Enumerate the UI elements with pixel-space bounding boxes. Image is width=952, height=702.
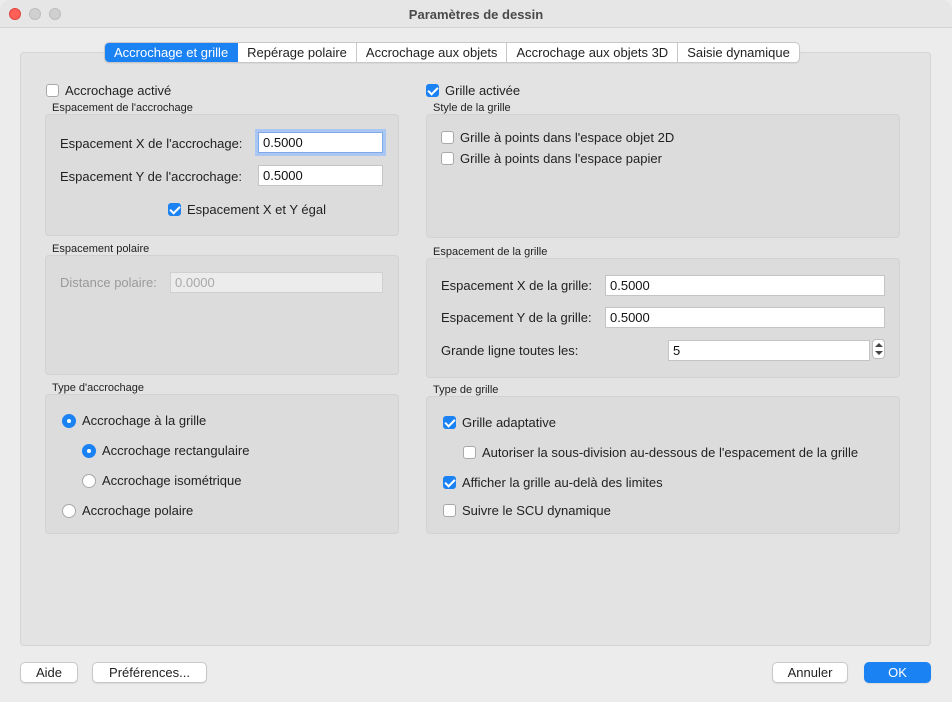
cancel-button[interactable]: Annuler [772,662,848,683]
help-button[interactable]: Aide [20,662,78,683]
grid-enabled-label: Grille activée [445,83,521,98]
tab-bar [104,42,800,63]
grid-snap-radio[interactable] [62,413,206,428]
window-title: Paramètres de dessin [408,7,544,22]
snap-enabled-checkbox[interactable] [46,83,171,98]
grid-spacing-group-title: Espacement de la grille [433,246,548,258]
display-beyond-limits-checkbox[interactable] [443,475,663,490]
equal-xy-spacing-label: Espacement X et Y égal [187,202,327,217]
grid-x-input[interactable] [605,275,885,296]
grid-style-group-title: Style de la grille [433,102,511,114]
grid-dots-paper-label: Grille à points dans l'espace papier [460,151,662,166]
polar-snap-label: Accrochage polaire [82,503,194,518]
grid-y-input[interactable] [605,307,885,328]
snap-y-label: Espacement Y de l'accrochage: [60,169,242,184]
polar-distance-label: Distance polaire: [60,275,157,290]
tab-dynamic-input[interactable]: Saisie dynamique [687,45,790,60]
rectangular-snap-radio[interactable] [82,443,249,458]
checkbox-box[interactable] [443,504,456,517]
tab-object-snap[interactable]: Accrochage aux objets [357,43,508,62]
allow-subdivision-checkbox[interactable] [463,445,858,460]
tab-3d-object-snap[interactable]: Accrochage aux objets 3D [507,43,678,62]
display-beyond-limits-label: Afficher la grille au-delà des limites [462,475,663,490]
ok-button[interactable]: OK [864,662,931,683]
follow-dynamic-ucs-label: Suivre le SCU dynamique [462,503,611,518]
grid-snap-label: Accrochage à la grille [82,413,207,428]
checkbox-box[interactable] [426,84,439,97]
polar-snap-radio[interactable] [62,503,193,518]
major-line-input[interactable] [668,340,870,361]
radio-dot[interactable] [62,414,76,428]
grid-x-label: Espacement X de la grille: [441,278,593,293]
checkbox-box[interactable] [443,476,456,489]
radio-dot[interactable] [82,474,96,488]
grid-dots-paper-checkbox[interactable] [441,151,662,166]
follow-dynamic-ucs-checkbox[interactable] [443,503,611,518]
tab-polar-tracking[interactable]: Repérage polaire [238,43,357,62]
adaptive-grid-checkbox[interactable] [443,415,556,430]
polar-spacing-group-title: Espacement polaire [52,243,150,255]
radio-dot[interactable] [62,504,76,518]
polar-distance-input [170,272,383,293]
checkbox-box[interactable] [46,84,59,97]
isometric-snap-label: Accrochage isométrique [102,473,242,488]
stepper-up-icon[interactable] [875,343,883,347]
grid-dots-2d-checkbox[interactable] [441,130,674,145]
adaptive-grid-label: Grille adaptative [462,415,556,430]
grid-enabled-checkbox[interactable] [426,83,520,98]
snap-type-group-title: Type d'accrochage [52,382,144,394]
checkbox-box[interactable] [441,131,454,144]
snap-x-label: Espacement X de l'accrochage: [60,136,243,151]
checkbox-box[interactable] [168,203,181,216]
snap-enabled-label: Accrochage activé [65,83,172,98]
checkbox-box[interactable] [443,416,456,429]
stepper-down-icon[interactable] [875,351,883,355]
isometric-snap-radio[interactable] [82,473,241,488]
checkbox-box[interactable] [441,152,454,165]
preferences-button[interactable]: Préférences... [92,662,207,683]
snap-x-input[interactable] [258,132,383,153]
title-bar [0,0,952,28]
snap-y-input[interactable] [258,165,383,186]
allow-subdivision-label: Autoriser la sous-division au-dessous de l'espacement de la grille [482,445,859,460]
tab-snap-and-grid[interactable]: Accrochage et grille [105,43,238,62]
rectangular-snap-label: Accrochage rectangulaire [102,443,250,458]
grid-y-label: Espacement Y de la grille: [441,310,592,325]
grid-type-group-title: Type de grille [433,384,499,396]
equal-xy-spacing-checkbox[interactable] [168,202,326,217]
major-line-label: Grande ligne toutes les: [441,343,579,358]
major-line-stepper[interactable] [872,339,885,359]
grid-dots-2d-label: Grille à points dans l'espace objet 2D [460,130,675,145]
snap-spacing-group-title: Espacement de l'accrochage [52,102,193,114]
radio-dot[interactable] [82,444,96,458]
checkbox-box[interactable] [463,446,476,459]
